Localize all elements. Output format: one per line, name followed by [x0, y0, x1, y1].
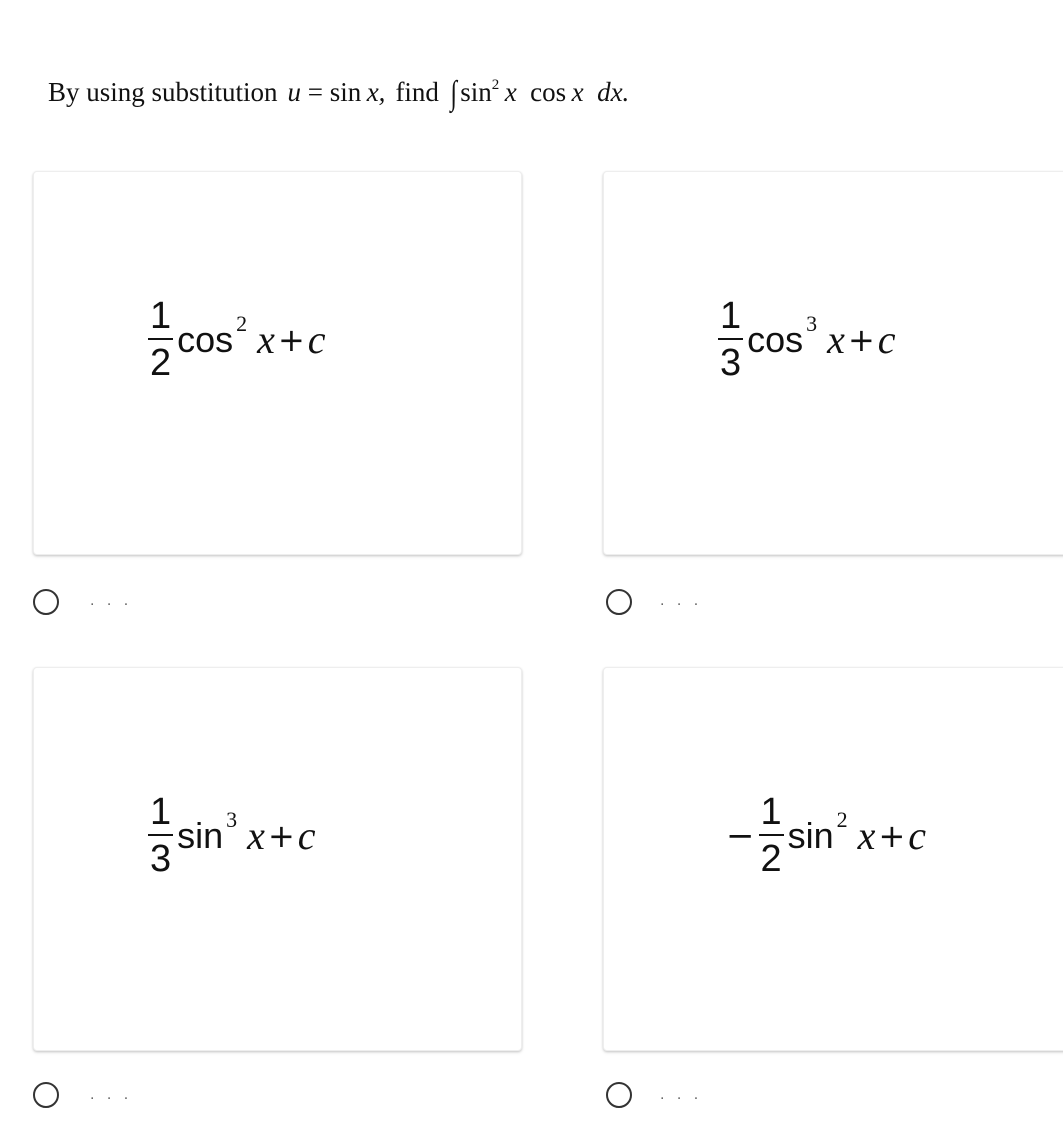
option-c-plus: +	[267, 816, 295, 855]
substitution-expression	[288, 77, 386, 108]
integrand-x: x	[504, 77, 517, 107]
sub-x: x,	[366, 77, 386, 107]
option-a-label: . . .	[90, 592, 133, 609]
option-a-exponent: 2	[236, 310, 248, 336]
option-card-c[interactable]	[33, 667, 522, 1051]
option-b-exponent: 3	[806, 310, 818, 336]
option-d-sign: −	[726, 815, 755, 856]
sub-equation: = sin	[301, 77, 362, 107]
option-c-fraction	[148, 793, 173, 878]
option-b-plus: +	[847, 320, 875, 359]
option-d-expression	[726, 793, 926, 878]
option-b-numerator: 1	[718, 297, 743, 340]
option-a-function: cos	[177, 318, 234, 360]
option-c-label: . . .	[90, 1086, 133, 1103]
option-c-expression	[144, 793, 316, 878]
option-b-variable: x	[827, 317, 845, 362]
option-b-function: cos	[747, 318, 804, 360]
option-a-constant: c	[307, 317, 326, 362]
integrand-x2: x	[571, 77, 584, 107]
integrand-exponent: 2	[491, 77, 500, 93]
option-d-exponent: 2	[836, 806, 848, 832]
option-d-function: sin	[787, 814, 834, 856]
option-d-variable: x	[857, 813, 876, 858]
option-b-expression	[714, 297, 896, 382]
option-a-radio[interactable]	[33, 589, 59, 615]
option-a-numerator: 1	[148, 297, 173, 340]
option-b-constant: c	[877, 317, 896, 362]
option-c-denominator: 3	[150, 838, 172, 880]
option-b-fraction	[718, 297, 743, 382]
option-a-fraction	[148, 297, 173, 382]
question-prefix: By using substitution	[48, 77, 278, 107]
integrand-sin: sin	[460, 77, 492, 107]
option-card-b[interactable]	[603, 171, 1063, 555]
option-a-denominator: 2	[150, 342, 172, 384]
option-b-radio[interactable]	[606, 589, 632, 615]
option-a-plus: +	[277, 320, 305, 359]
option-c-function: sin	[177, 814, 224, 856]
option-d-constant: c	[908, 813, 927, 858]
option-d-fraction	[759, 793, 784, 878]
option-c-radio[interactable]	[33, 1082, 59, 1108]
option-card-a[interactable]	[33, 171, 522, 555]
option-c-numerator: 1	[148, 793, 173, 836]
option-d-plus: +	[878, 816, 906, 855]
option-d-denominator: 2	[760, 838, 782, 880]
option-b-denominator: 3	[720, 342, 742, 384]
option-b-label: . . .	[660, 592, 703, 609]
integrand-dx: dx.	[597, 77, 630, 107]
integral-expression	[449, 72, 629, 110]
integral-sign: ∫	[450, 75, 457, 112]
question-text	[48, 72, 629, 110]
integrand-cos: cos	[530, 77, 567, 107]
option-d-radio[interactable]	[606, 1082, 632, 1108]
option-a-expression	[144, 297, 326, 382]
option-a-variable: x	[257, 317, 275, 362]
option-c-exponent: 3	[226, 806, 238, 832]
option-card-d[interactable]	[603, 667, 1063, 1051]
option-c-variable: x	[247, 813, 265, 858]
option-d-numerator: 1	[759, 793, 784, 836]
option-c-constant: c	[297, 813, 316, 858]
sub-variable: u	[287, 77, 302, 107]
question-find: find	[395, 77, 439, 107]
option-d-label: . . .	[660, 1086, 703, 1103]
